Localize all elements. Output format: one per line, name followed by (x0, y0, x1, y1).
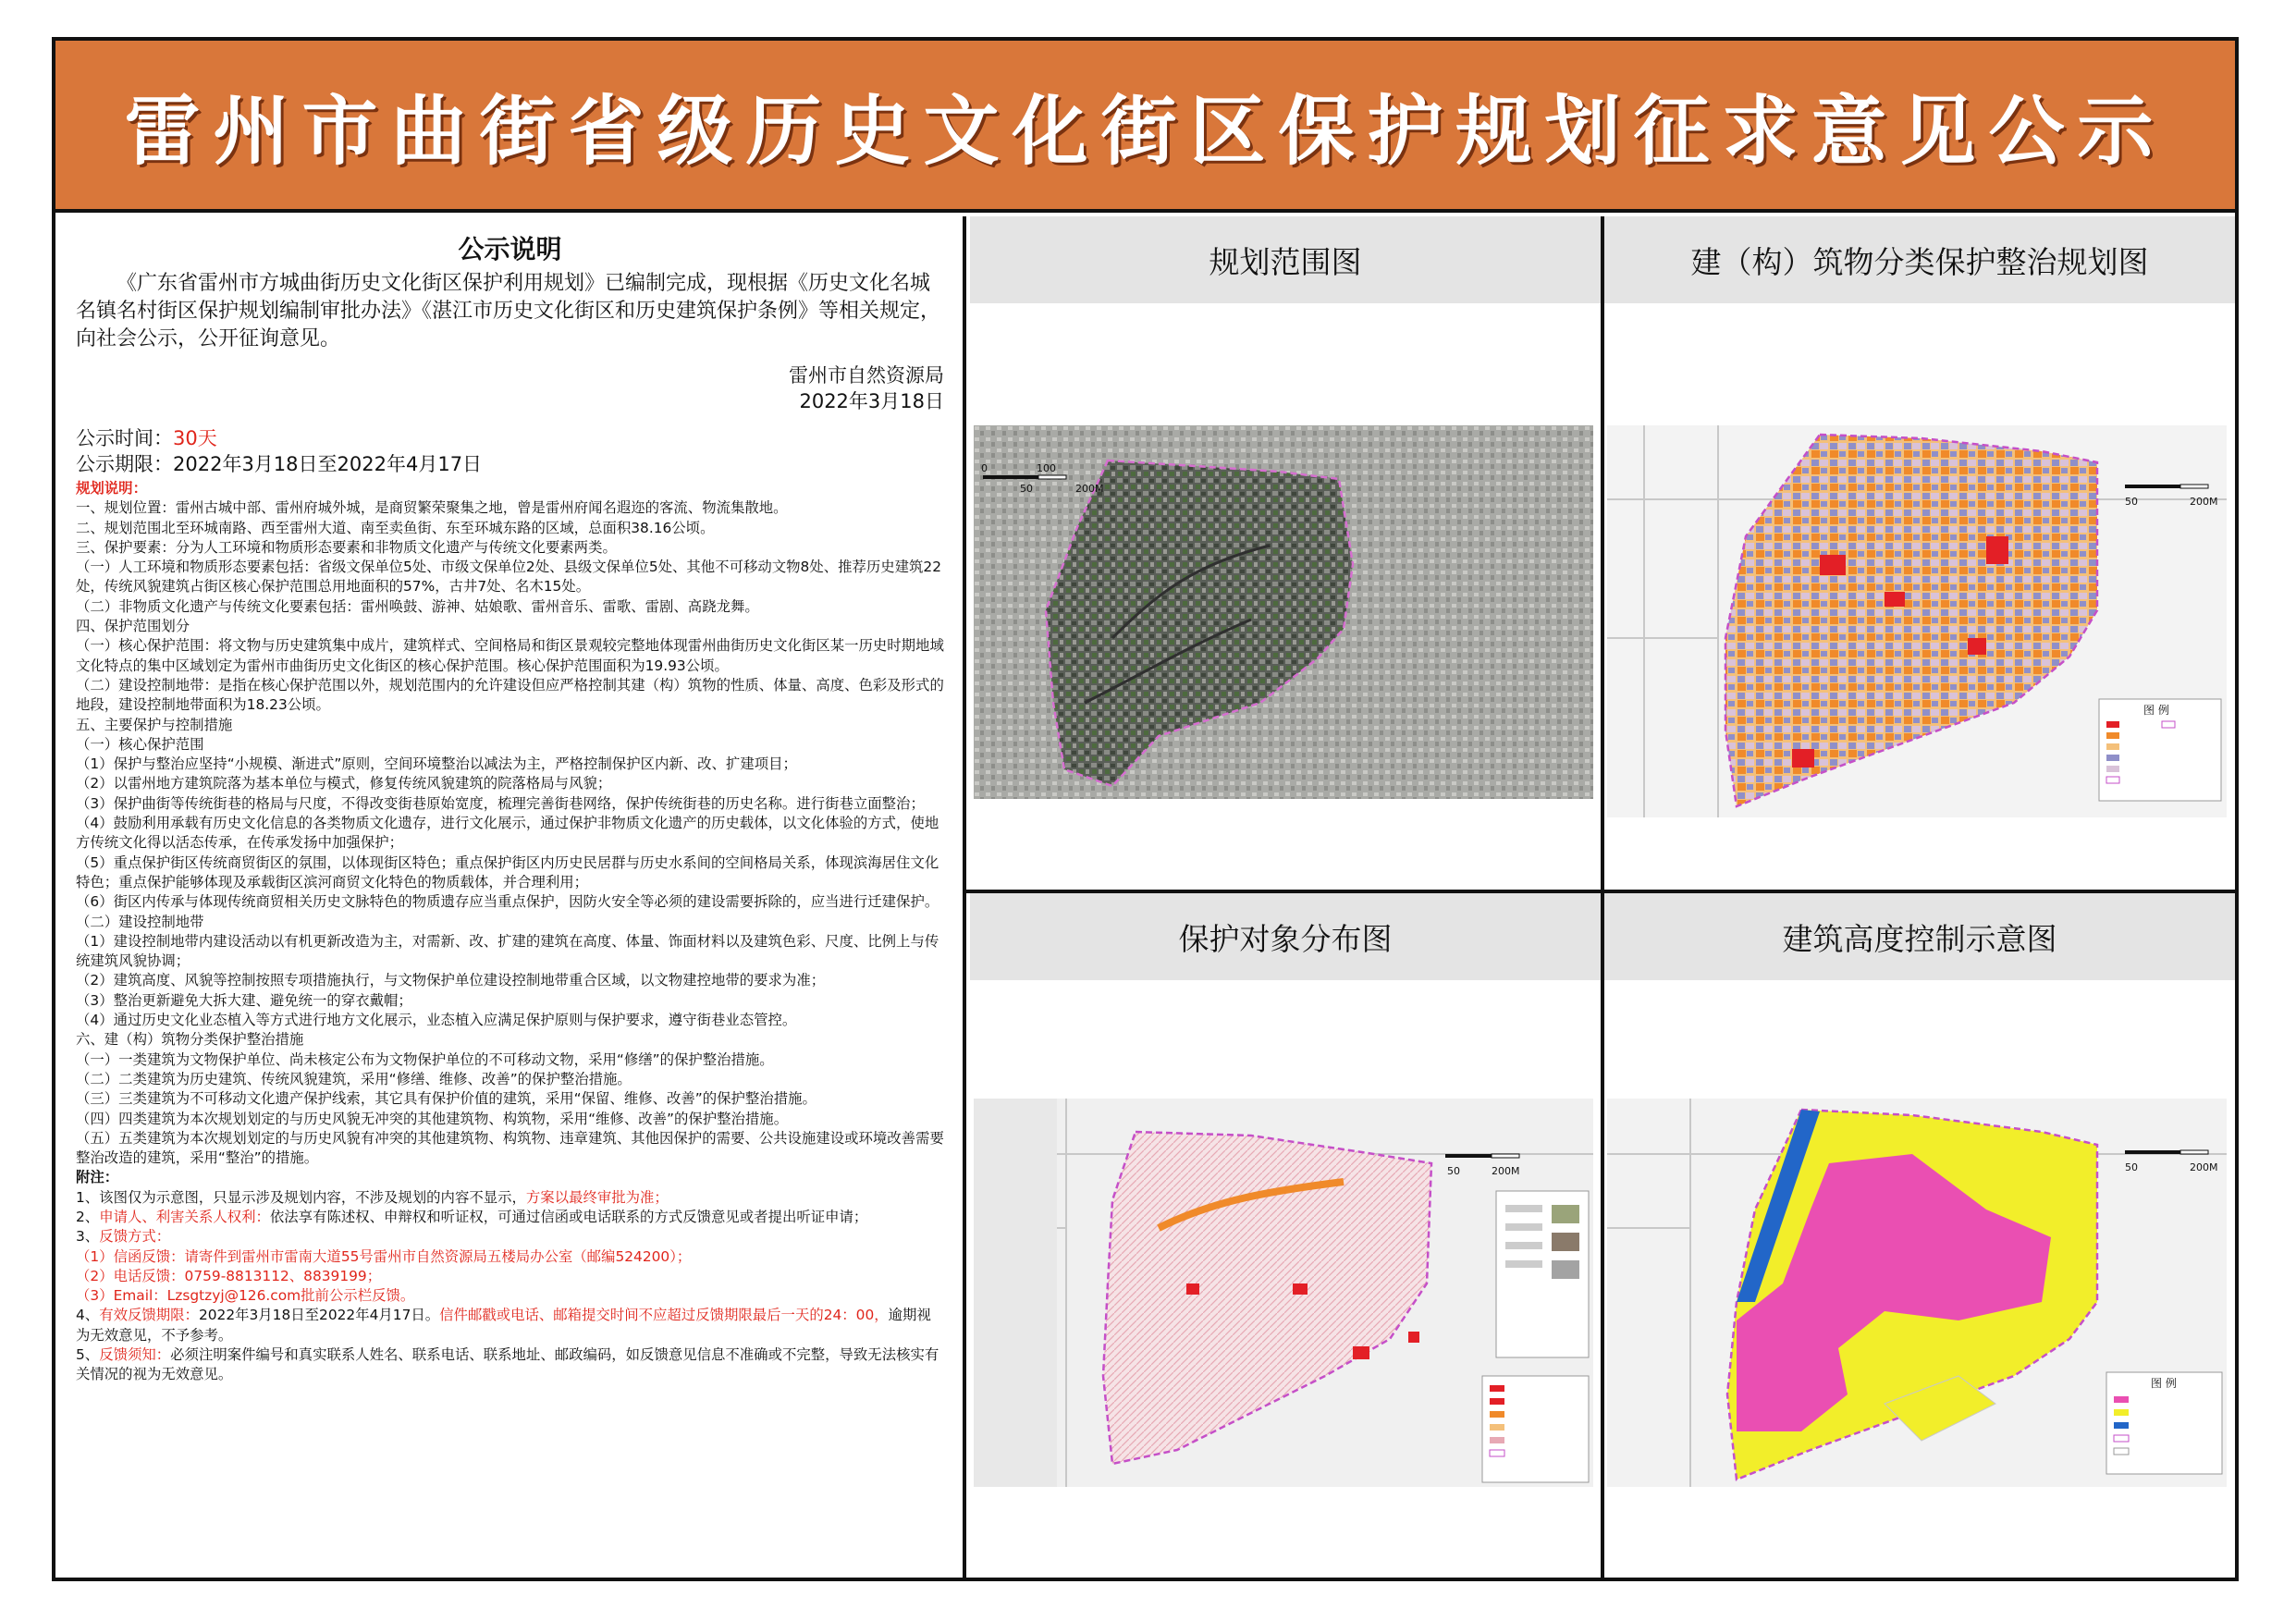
attach-5-num: 5、 (76, 1346, 100, 1364)
scale-200-label: 200M (1492, 1165, 1520, 1177)
feedback-phone: （2）电话反馈：0759-8813112、8839199； (76, 1267, 382, 1284)
attach-1 (76, 1188, 944, 1208)
scale-200-label: 200M (2190, 1161, 2218, 1173)
plan-title: 规划说明： (76, 480, 147, 497)
page-title: 雷州市曲街省级历史文化街区保护规划征求意见公示 (124, 86, 2167, 176)
attach-2-text: 依法享有陈述权、申辩权和听证权，可通过信函或电话联系的方式反馈意见或者提出听证申请； (269, 1208, 868, 1225)
plan-line: （1）保护与整治应坚持“小规模、渐进式”原则，空间环境整治以减法为主，严格控制保护区内新、改、扩建项目； (76, 755, 797, 773)
period-label: 公示期限： (76, 453, 173, 475)
height-legend (2106, 1372, 2222, 1474)
satellite-map (974, 425, 1593, 799)
protection-legend (1496, 1191, 1589, 1357)
feedback-letter: （1）信函反馈：请寄件到雷州市雷南大道55号雷州市自然资源局五楼局办公室（邮编524200）； (76, 1247, 692, 1265)
plan-line: 三、保护要素：分为人工环境和物质形态要素和非物质文化遗产与传统文化要素两类。 (76, 538, 617, 556)
panel-title-building-classification: 建（构）筑物分类保护整治规划图 (1604, 216, 2235, 303)
panel-height-control (1604, 893, 2235, 1578)
scale-50-label: 50 (1020, 483, 1033, 495)
signer: 雷州市自然资源局 (789, 364, 944, 387)
panel-title-plan-scope: 规划范围图 (970, 216, 1601, 303)
sign-date: 2022年3月18日 (799, 390, 944, 412)
plan-line: （一）核心保护范围 (76, 735, 204, 753)
plan-line: （3）整治更新避免大拆大建、避免统一的穿衣戴帽； (76, 991, 412, 1009)
scale-50-label: 50 (1447, 1165, 1460, 1177)
plan-line: （2）以雷州地方建筑院落为基本单位与模式，修复传统风貌建筑的院落格局与风貌； (76, 775, 612, 792)
attach-4-text2: 逾期视为无效意见，不予参考。 (76, 1307, 931, 1344)
plan-line: 二、规划范围北至环城南路、西至雷州大道、南至卖鱼街、东至环城东路的区域，总面积38.16公顷。 (76, 519, 715, 536)
scale-200-label: 200M (1075, 483, 1104, 495)
plan-line: （一）人工环境和物质形态要素包括：省级文保单位5处、市级文保单位2处、县级文保单位5处、其他不可移动文物8处、推荐历史建筑22处，传统风貌建筑占街区核心保护范围总用地面积的57%，古井7处、名木15处。 (76, 559, 942, 596)
legend-title: 图 例 (2143, 704, 2169, 717)
attach-5-text: 必须注明案件编号和真实联系人姓名、联系电话、联系地址、邮政编码，如反馈意见信息不准确或不完整，导致无法核实有关情况的视为无效意见。 (76, 1346, 939, 1383)
plan-line: （4）通过历史文化业态植入等方式进行地方文化展示，业态植入应满足保护原则与保护要求，遵守街巷业态管控。 (76, 1012, 797, 1029)
plan-line: 四、保护范围划分 (76, 618, 190, 635)
plan-line: （5）重点保护街区传统商贸街区的氛围，以体现街区特色；重点保护街区内历史民居群与历史水系间的空间格局关系，体现滨海居住文化特色；重点保护能够体现及承载街区滨河商贸文化特色的物质载体，并合理利用； (76, 853, 939, 890)
plan-line: （二）二类建筑为历史建筑、传统风貌建筑，采用“修缮、维修、改善”的保护整治措施。 (76, 1070, 632, 1087)
plan-line: （四）四类建筑为本次规划划定的与历史风貌无冲突的其他建筑物、构筑物，采用“维修、改善”的保护整治措施。 (76, 1110, 789, 1127)
plan-line: （4）鼓励利用承载有历史文化信息的各类物质文化遗存，进行文化展示，通过保护非物质文化遗产的历史载体，以文化体验的方式，使地方传统文化得以活态传承，在传承发扬中加强保护； (76, 815, 939, 852)
publish-time (76, 425, 944, 451)
plan-line: 五、主要保护与控制措施 (76, 716, 233, 733)
attach-4-red2: 信件邮戳或电话、邮箱提交时间不应超过反馈期限最后一天的24：00， (439, 1307, 889, 1324)
plan-line: （1）建设控制地带内建设活动以有机更新改造为主，对需新、改、扩建的建筑在高度、体量、饰面材料以及建筑色彩、尺度、比例上与传统建筑风貌协调； (76, 932, 939, 970)
scale-50-label: 50 (2125, 496, 2138, 508)
publish-period (76, 451, 944, 477)
attach-5 (76, 1345, 944, 1385)
panel-protection-objects (970, 893, 1601, 1578)
attach-title: 附注： (76, 1169, 119, 1186)
plan-line: （二）建设控制地带 (76, 913, 204, 930)
panel-building-classification (1604, 216, 2235, 890)
attach-4 (76, 1306, 944, 1345)
attach-2-red: 申请人、利害关系人权利： (99, 1208, 270, 1225)
attach-1-red: 方案以最终审批为准； (525, 1188, 669, 1206)
plan-lines (76, 498, 944, 1168)
time-value: 30天 (173, 427, 217, 449)
attach-3-red: 反馈方式： (99, 1228, 171, 1246)
plan-line: （五）五类建筑为本次规划划定的与历史风貌有冲突的其他建筑物、构筑物、违章建筑、其他因保护的需要、公共设施建设或环境改善需要整治改造的建筑，采用“整治”的措施。 (76, 1129, 944, 1167)
protection-legend-2 (1482, 1376, 1589, 1482)
plan-line: （一）核心保护范围：将文物与历史建筑集中成片，建筑样式、空间格局和街区景观较完整地体现雷州曲街历史文化街区某一历史时期地域文化特点的集中区域划定为雷州市曲街历史文化街区的核心保护范围。核心保护范围面积为19.93公顷。 (76, 637, 944, 674)
title-banner (55, 41, 2235, 213)
attach-3 (76, 1227, 944, 1246)
attach-3-num: 3、 (76, 1228, 100, 1246)
attach-1-text: 1、该图仅为示意图，只显示涉及规划内容，不涉及规划的内容不显示， (76, 1188, 526, 1206)
notice-column (55, 216, 966, 1578)
plan-line: （3）保护曲街等传统街巷的格局与尺度，不得改变街巷原始宽度，梳理完善街巷网络，保护传统街巷的历史名称。进行街巷立面整治； (76, 794, 925, 812)
height-map (1607, 1099, 2227, 1487)
panel-title-height-control: 建筑高度控制示意图 (1604, 893, 2235, 980)
time-label: 公示时间： (76, 427, 173, 449)
scale-50-label: 50 (2125, 1161, 2138, 1173)
panel-title-protection-objects: 保护对象分布图 (970, 893, 1601, 980)
plan-line: 六、建（构）筑物分类保护整治措施 (76, 1031, 304, 1049)
attach-2-num: 2、 (76, 1208, 100, 1225)
scale-100-label: 100 (1037, 462, 1056, 474)
plan-line: （二）非物质文化遗产与传统文化要素包括：雷州唤鼓、游神、姑娘歌、雷州音乐、雷歌、雷剧、高跷龙舞。 (76, 597, 759, 615)
plan-line: 一、规划位置：雷州古城中部、雷州府城外城，是商贸繁荣聚集之地，曾是雷州府闻名遐迩的客流、物流集散地。 (76, 499, 788, 517)
plan-line: （一）一类建筑为文物保护单位、尚未核定公布为文物保护单位的不可移动文物，采用“修缮”的保护整治措施。 (76, 1050, 774, 1068)
protection-map (974, 1099, 1593, 1487)
plan-line: （6）街区内传承与体现传统商贸相关历史文脉特色的物质遗存应当重点保护，因防火安全等必须的建设需要拆除的，应当进行迁建保护。 (76, 893, 939, 911)
plan-notes (76, 479, 944, 1385)
attach-4-red: 有效反馈期限： (99, 1307, 199, 1324)
panel-plan-scope (970, 216, 1601, 890)
scale-200-label: 200M (2190, 496, 2218, 508)
notice-intro: 《广东省雷州市方城曲街历史文化街区保护利用规划》已编制完成，现根据《历史文化名城名镇名村街区保护规划编制审批办法》《湛江市历史文化街区和历史建筑保护条例》等相关规定，向社会公示，公开征询意见。 (76, 272, 941, 350)
scale-0-label: 0 (981, 462, 988, 474)
plan-line: （二）建设控制地带：是指在核心保护范围以外，规划范围内的允许建设但应严格控制其建（构）筑物的性质、体量、高度、色彩及形式的地段，建设控制地带面积为18.23公顷。 (76, 676, 944, 714)
feedback-email[interactable]: （3）Email：Lzsgtzyj@126.com批前公示栏反馈。 (76, 1287, 415, 1305)
plan-line: （2）建筑高度、风貌等控制按照专项措施执行，与文物保护单位建设控制地带重合区域，以文物建控地带的要求为准； (76, 972, 826, 989)
attach-4-num: 4、 (76, 1307, 100, 1324)
legend-title: 图 例 (2151, 1377, 2177, 1390)
notice-heading: 公示说明 (458, 234, 562, 264)
attach-4-text: 2022年3月18日至2022年4月17日。 (198, 1307, 440, 1324)
classification-legend (2099, 699, 2221, 801)
attach-2 (76, 1208, 944, 1227)
period-value: 2022年3月18日至2022年4月17日 (173, 453, 483, 475)
notice-signature (76, 362, 944, 414)
plan-line: （三）三类建筑为不可移动文化遗产保护线索，其它具有保护价值的建筑，采用“保留、维修、改善”的保护整治措施。 (76, 1090, 816, 1108)
classification-map (1607, 425, 2227, 817)
attach-5-red: 反馈须知： (99, 1346, 171, 1364)
